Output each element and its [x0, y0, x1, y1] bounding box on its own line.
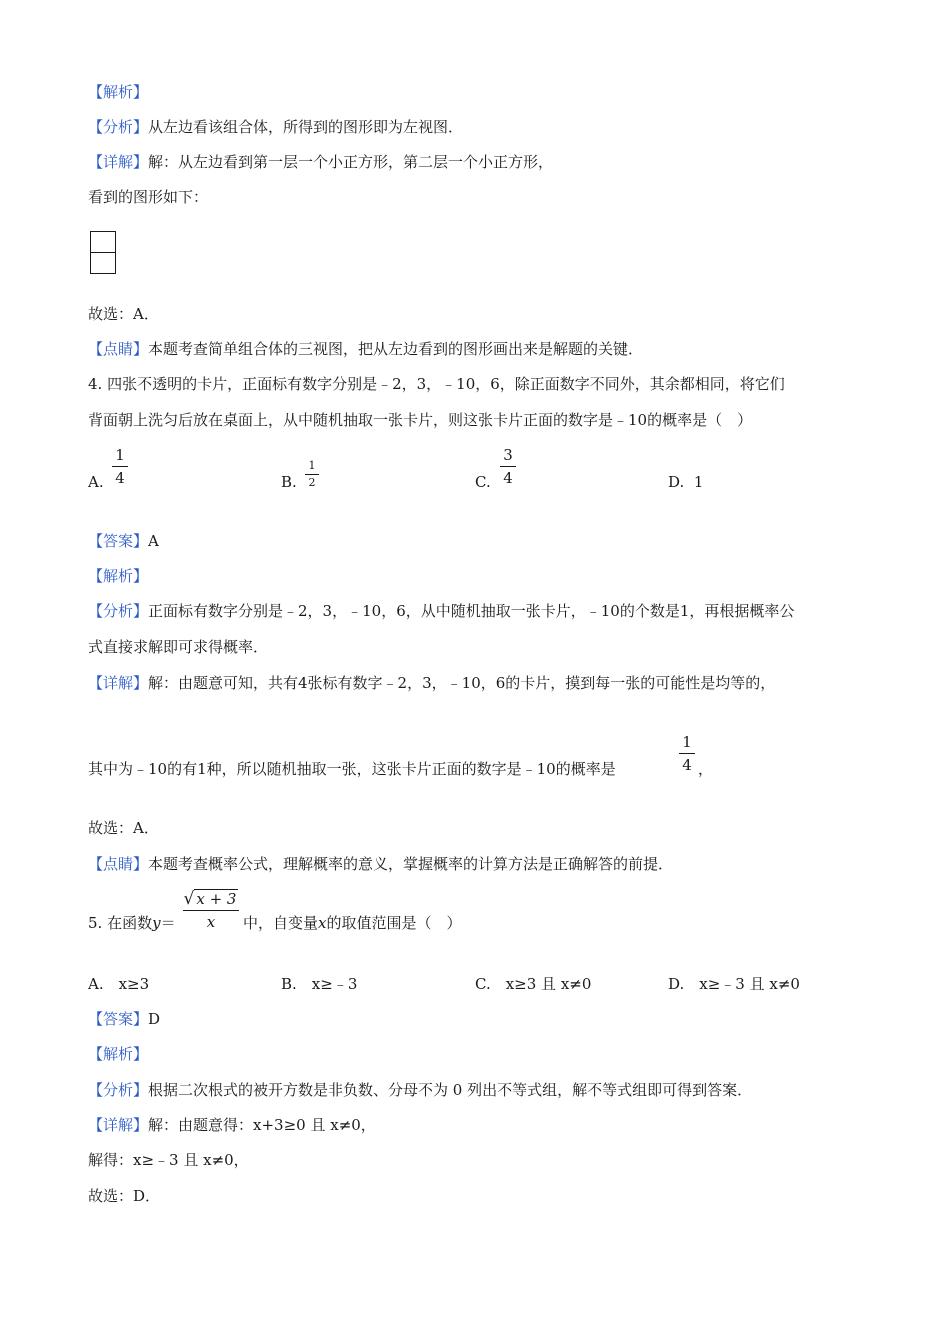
radical-expression: √ x + 3: [183, 889, 237, 909]
answer-value: A: [148, 532, 159, 550]
q5-jiexi: 【解析】: [88, 1045, 149, 1063]
q4-option-a-fraction: [112, 446, 128, 487]
dianjing-line: [88, 339, 643, 359]
left-view-square-top: [90, 231, 116, 253]
fenxi-text: 正面标有数字分别是﹣2，3，﹣10，6，从中随机抽取一张卡片，﹣10的个数是1，再根据概率公: [148, 602, 795, 620]
q4-option-a-label: A.: [88, 473, 104, 491]
denominator: 4: [115, 469, 125, 487]
denominator: 4: [503, 469, 513, 487]
q4-option-c-fraction: [500, 446, 516, 487]
xiangjie-text: 解：由题意可知，共有4张标有数字﹣2，3，﹣10，6的卡片，摸到每一张的可能性是均等的，: [148, 674, 776, 692]
equals-sign: ＝: [160, 914, 176, 932]
dianjing-text: 本题考查简单组合体的三视图，把从左边看到的图形画出来是解题的关键．: [148, 340, 644, 358]
q4-fenxi-line-1: [88, 601, 794, 621]
answer-tag: 【答案】: [88, 532, 149, 550]
xiangjie-tag: 【详解】: [88, 674, 149, 692]
xiangjie-tag: 【详解】: [88, 153, 149, 171]
stem-mid-text: 中，自变量: [243, 914, 319, 932]
q5-option-b: B. x≥﹣3: [281, 975, 358, 993]
q5-option-a: A. x≥3: [88, 975, 150, 993]
dianjing-tag: 【点睛】: [88, 340, 149, 358]
denominator: 4: [682, 756, 692, 774]
fenxi-text: 从左边看该组合体，所得到的图形即为左视图．: [148, 118, 464, 136]
q4-xiangjie-line-2: 其中为﹣10的有1种，所以随机抽取一张，这张卡片正面的数字是﹣10的概率是: [88, 760, 616, 778]
q4-probability-fraction: [679, 733, 695, 774]
xiangjie-text: 解：从左边看到第一层一个小正方形，第二层一个小正方形，: [148, 153, 554, 171]
q5-jiede-line: 解得：x≥﹣3 且 x≠0，: [88, 1151, 249, 1169]
q4-option-b-fraction: [305, 460, 319, 489]
answer-tag: 【答案】: [88, 1010, 149, 1028]
var-x: x: [318, 914, 327, 932]
q5-fenxi-line: [88, 1080, 752, 1100]
numerator: 1: [115, 446, 125, 464]
dianjing-tag: 【点睛】: [88, 855, 149, 873]
q4-option-b-label: B.: [281, 473, 297, 491]
section-jiexi: 【解析】: [88, 83, 149, 101]
numerator: 3: [503, 446, 513, 464]
q5-option-c: C. x≥3 且 x≠0: [475, 975, 592, 993]
q5-answer-line: [88, 1009, 160, 1029]
numerator: 1: [308, 459, 316, 472]
fenxi-line: [88, 117, 463, 137]
fenxi-tag: 【分析】: [88, 602, 149, 620]
q5-function-fraction: [183, 890, 239, 931]
var-y: y: [152, 914, 161, 932]
q4-fenxi-line-2: 式直接求解即可求得概率．: [88, 638, 269, 656]
fenxi-tag: 【分析】: [88, 118, 149, 136]
dianjing-text: 本题考查概率公式，理解概率的意义，掌握概率的计算方法是正确解答的前提．: [148, 855, 674, 873]
q4-stem-1: 4. 四张不透明的卡片，正面标有数字分别是﹣2，3，﹣10，6，除正面数字不同外，其余都相同，将它们: [88, 375, 785, 393]
q5-option-d: D. x≥﹣3 且 x≠0: [668, 975, 800, 993]
stem-post-text: 的取值范围是（ ）: [326, 914, 462, 932]
radicand: x + 3: [196, 890, 237, 908]
q4-guxuan: 故选：A．: [88, 819, 159, 837]
stem-pre-text: 5. 在函数: [88, 914, 153, 932]
answer-value: D: [148, 1010, 161, 1028]
q5-stem-pre: [88, 913, 176, 933]
fenxi-tag: 【分析】: [88, 1081, 149, 1099]
numerator: 1: [682, 733, 692, 751]
xiangjie-tag: 【详解】: [88, 1116, 149, 1134]
guxuan-line: 故选：A．: [88, 305, 159, 323]
denominator: 2: [308, 476, 316, 489]
q4-tail-comma: ，: [698, 760, 714, 778]
option-d-label: D.: [668, 473, 685, 491]
q4-answer-line: [88, 531, 159, 551]
q5-xiangjie-line: [88, 1115, 376, 1135]
left-view-square-bottom: [90, 252, 116, 274]
fenxi-text: 根据二次根式的被开方数是非负数、分母不为 0 列出不等式组，解不等式组即可得到答案．: [148, 1081, 753, 1099]
xiangjie-line: [88, 152, 553, 172]
q4-xiangjie-line-1: [88, 673, 775, 693]
xiangjie-line-2: 看到的图形如下：: [88, 188, 209, 206]
q5-guxuan: 故选：D．: [88, 1187, 161, 1205]
q5-stem-post: [243, 913, 462, 933]
q4-option-d: [668, 472, 703, 492]
denominator: x: [206, 913, 216, 931]
q4-jiexi: 【解析】: [88, 567, 149, 585]
xiangjie-text: 解：由题意得：x+3≥0 且 x≠0，: [148, 1116, 376, 1134]
option-d-value: 1: [693, 473, 704, 491]
q4-dianjing-line: [88, 854, 673, 874]
q4-stem-2: 背面朝上洗匀后放在桌面上，从中随机抽取一张卡片，则这张卡片正面的数字是﹣10的概率是（ ）: [88, 411, 753, 429]
q4-option-c-label: C.: [475, 473, 491, 491]
